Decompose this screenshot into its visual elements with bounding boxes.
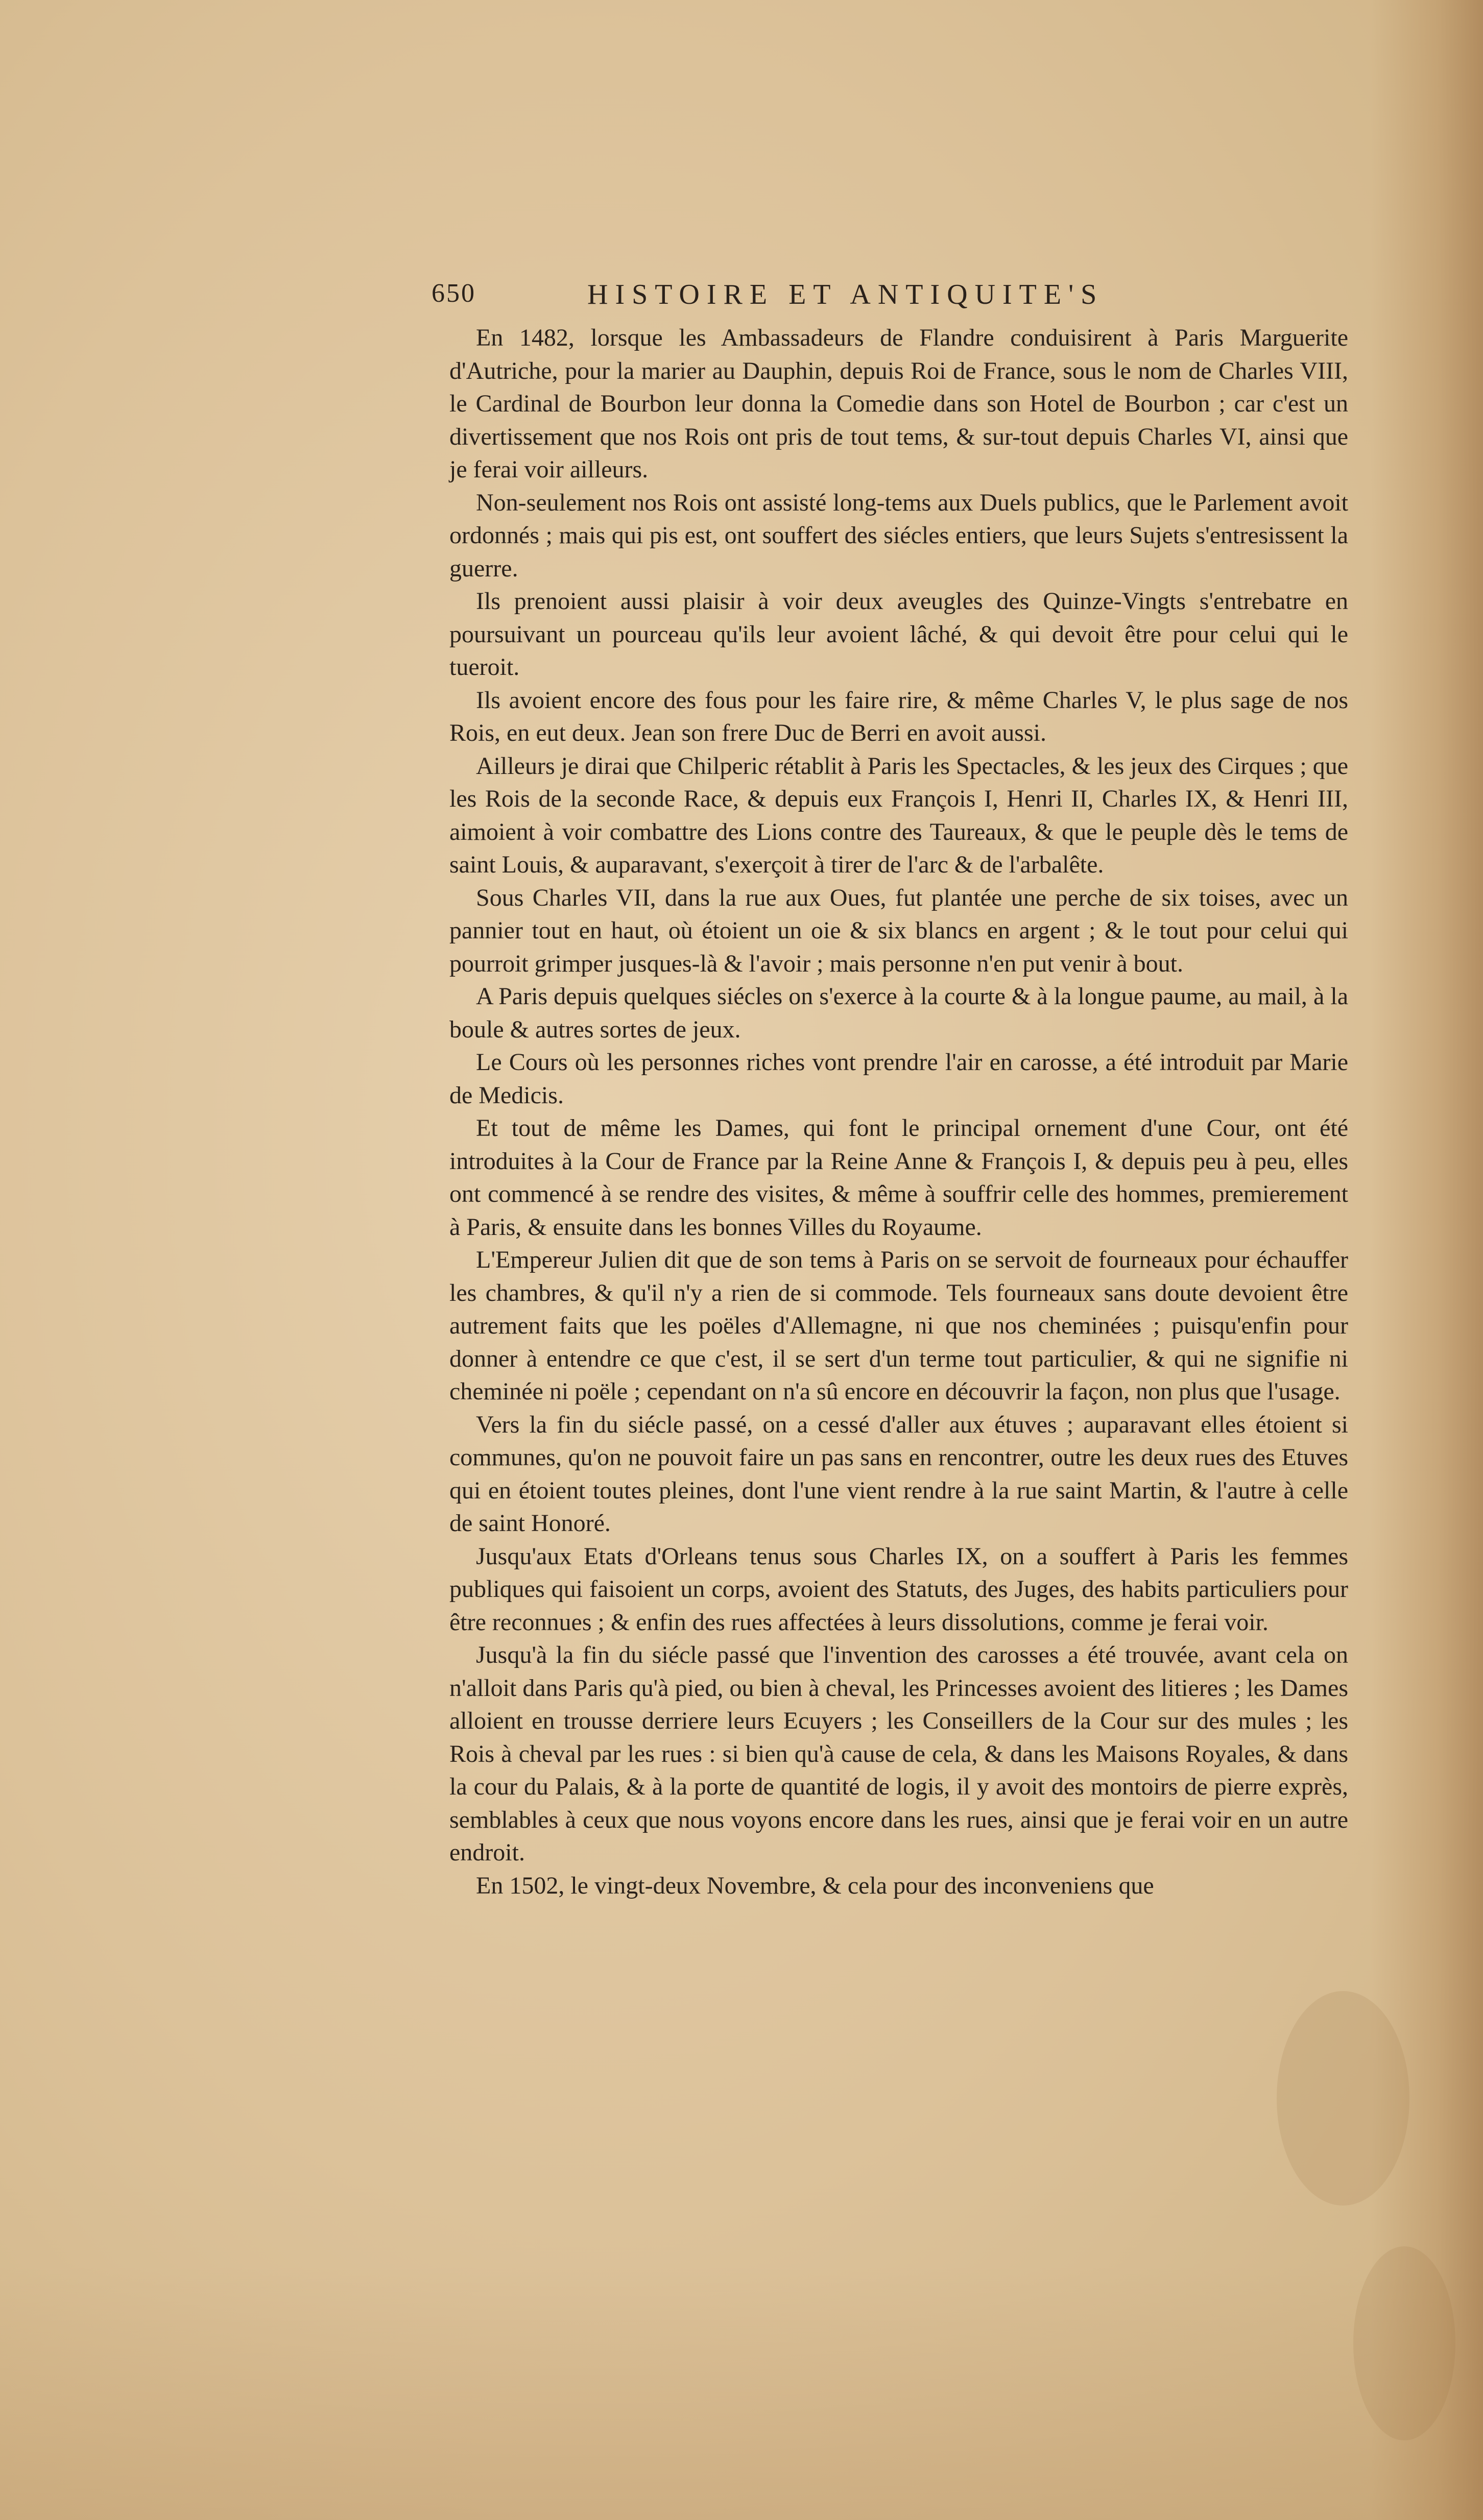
running-title: HISTOIRE ET ANTIQUITE'S	[587, 279, 1104, 310]
paper-stain	[1277, 1991, 1409, 2206]
page-number: 650	[432, 279, 476, 308]
paragraph: Ailleurs je dirai que Chilperic rétablit à Paris les Spectacles, & les jeux des Cirques ; que les Rois de la seconde Race, & depuis eux François I, Henri II, Charles IX, & Henri III, aimoient à voir combattre des Lions contre des Taureaux, & que le peuple dès le tems de saint Louis, & auparavant, s'exerçoit à tirer de l'arc & de l'arbalête.	[449, 752, 1348, 878]
paragraph: Vers la fin du siécle passé, on a cessé d'aller aux étuves ; auparavant elles étoient si communes, qu'on ne pouvoit faire un pas sans en rencontrer, outre les deux rues des Etuves qui en étoient toutes pleines, dont l'une vient rendre à la rue saint Martin, & l'autre à celle de saint Honoré.	[449, 1411, 1348, 1537]
paragraph: Non-seulement nos Rois ont assisté long-tems aux Duels publics, que le Parlement avoit ordonnés ; mais qui pis est, ont souffert des siécles entiers, que leurs Sujets s'entresissent la guerre.	[449, 489, 1348, 582]
body-text	[449, 322, 1348, 1902]
paragraph: L'Empereur Julien dit que de son tems à Paris on se servoit de fourneaux pour échauffer les chambres, & qu'il n'y a rien de si commode. Tels fourneaux sans doute devoient être autrement faits que les poëles d'Allemagne, ni que nos cheminées ; puisqu'enfin pour donner à entendre ce que c'est, il se sert d'un terme tout particulier, & qui ne signifie ni cheminée ni poële ; cependant on n'a sû encore en découvrir la façon, non plus que l'usage.	[449, 1246, 1348, 1405]
paragraph: En 1482, lorsque les Ambassadeurs de Flandre conduisirent à Paris Marguerite d'Autriche, pour la marier au Dauphin, depuis Roi de France, sous le nom de Charles VIII, le Cardinal de Bourbon leur donna la Comedie dans son Hotel de Bourbon ; car c'est un divertissement que nos Rois ont pris de tout tems, & sur-tout depuis Charles VI, ainsi que je ferai voir ailleurs.	[449, 324, 1348, 483]
page-header	[424, 278, 1180, 319]
page-bottom-shadow	[0, 2265, 1483, 2520]
paragraph: En 1502, le vingt-deux Novembre, & cela pour des inconveniens que	[476, 1872, 1154, 1899]
paragraph: Sous Charles VII, dans la rue aux Oues, fut plantée une perche de six toises, avec un pannier tout en haut, où étoient un oie & six blancs en argent ; & le tout pour celui qui pourroit grimper jusques-là & l'avoir ; mais personne n'en put venir à bout.	[449, 884, 1348, 977]
paragraph: Ils avoient encore des fous pour les faire rire, & même Charles V, le plus sage de nos Rois, en eut deux. Jean son frere Duc de Berri en avoit aussi.	[449, 686, 1348, 746]
paragraph: Jusqu'à la fin du siécle passé que l'invention des carosses a été trouvée, avant cela on n'alloit dans Paris qu'à pied, ou bien à cheval, les Princesses avoient des litieres ; les Dames alloient en trousse derriere leurs Ecuyers ; les Conseillers de la Cour sur des mules ; les Rois à cheval par les rues : si bien qu'à cause de cela, & dans les Maisons Royales, & dans la cour du Palais, & à la porte de quantité de logis, il y avoit des montoirs de pierre exprès, semblables à ceux que nous voyons encore dans les rues, ainsi que je ferai voir en un autre endroit.	[449, 1641, 1348, 1866]
paragraph: Ils prenoient aussi plaisir à voir deux aveugles des Quinze-Vingts s'entrebatre en poursuivant un pourceau qu'ils leur avoient lâché, & qui devoit être pour celui qui le tueroit.	[449, 588, 1348, 681]
paragraph: A Paris depuis quelques siécles on s'exerce à la courte & à la longue paume, au mail, à la boule & autres sortes de jeux.	[449, 983, 1348, 1043]
paragraph: Le Cours où les personnes riches vont prendre l'air en carosse, a été introduit par Marie de Medicis.	[449, 1049, 1348, 1109]
paragraph: Jusqu'aux Etats d'Orleans tenus sous Charles IX, on a souffert à Paris les femmes publiques qui faisoient un corps, avoient des Statuts, des Juges, des habits particuliers pour être reconnues ; & enfin des rues affectées à leurs dissolutions, comme je ferai voir.	[449, 1542, 1348, 1636]
paragraph: Et tout de même les Dames, qui font le principal ornement d'une Cour, ont été introduites à la Cour de France par la Reine Anne & François I, & depuis peu à peu, elles ont commencé à se rendre des visites, & même à souffrir celle des hommes, premierement à Paris, & ensuite dans les bonnes Villes du Royaume.	[449, 1114, 1348, 1241]
paper-stain	[1353, 2246, 1455, 2440]
